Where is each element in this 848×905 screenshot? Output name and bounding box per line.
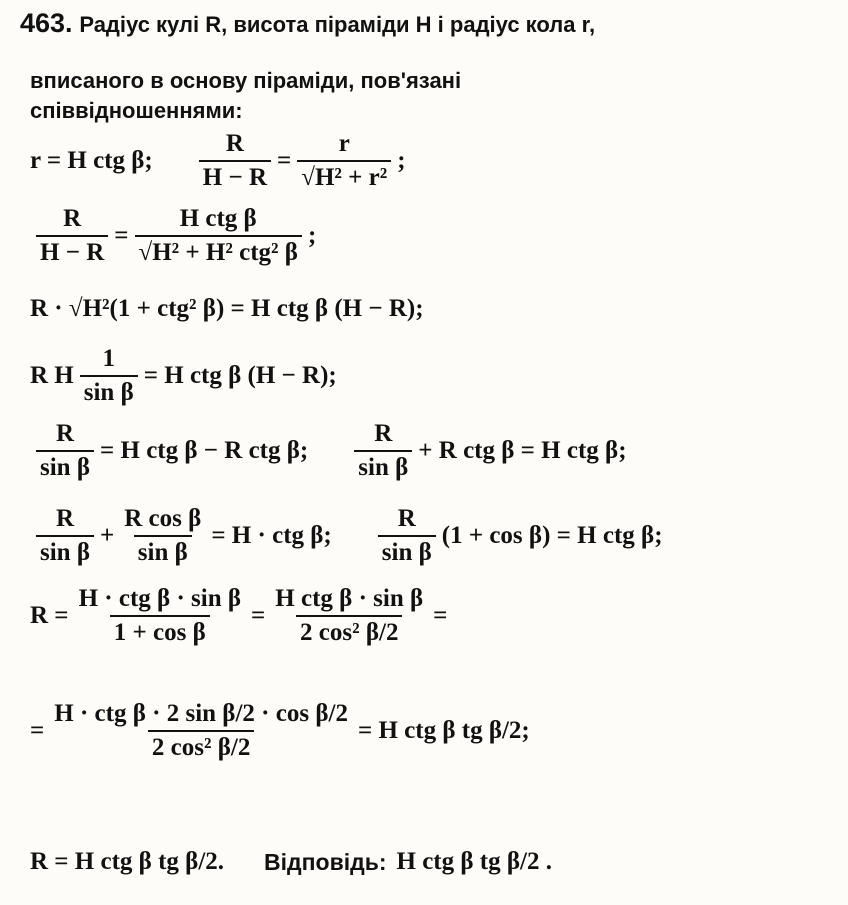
problem-header [20,8,595,39]
formula-line-7: R = $\frac{\text{H · ctg β · sin β}}{\text{1 + cos β}}$ = $\frac{\text{H ctg β · sin β}}{\text{2 cos² β/2}}$ = [30,585,448,646]
formula-line-5: $\frac{R}{\text{sin β}}$ = H ctg β − R ctg β; $\frac{R}{\text{sin β}}$ + R ctg β = H ctg β; [30,420,627,482]
final-result: R = H ctg β tg β/2. [30,848,225,875]
formula-line-2: $\frac{R}{H - R}$ = $\frac{\text{H ctg β}}{\text{√H² + H² ctg² β}}$ ; [30,205,316,267]
f1-a: r = H ctg β; [30,147,153,174]
formula-line-6: $\frac{R}{\text{sin β}}$ + $\frac{\text{R cos β}}{\text{sin β}}$ = H · ctg β; $\frac{R}{\text{sin β}}$ (1 + cos β) = H ctg β; [30,505,663,567]
answer-label: Відповідь: [264,848,387,875]
f1-frac-b: $\frac{R}{H - R}$ [199,130,271,192]
statement-line-3: співвідношеннями: [30,98,243,123]
answer: H ctg β tg β/2 . [396,848,552,875]
problem-number: 463. [20,8,73,38]
formula-line-3: R · √H²(1 + ctg² β) = H ctg β (H − R); [30,295,424,322]
statement-line-2: вписаного в основу піраміди, пов'язані [30,68,462,93]
f1-frac-c: $\frac{r}{\text{√H² + r²}}$ [297,130,391,192]
formula-line-1: r = H ctg β; $\frac{R}{H - R}$ = $\frac{r}{\text{√H² + r²}}$ ; [30,130,406,191]
formula-line-4: R H $\frac{1}{\text{sin β}}$ = H ctg β (H − R); [30,345,337,406]
formula-line-8: = $\frac{\text{H · ctg β · 2 sin β/2 · cos β/2}}{\text{2 cos² β/2}}$ = H ctg β tg β/2; [30,700,530,761]
formula-line-9 [30,848,552,876]
statement-line-1: Радіус кулі R, висота піраміди H і радіус кола r, [79,12,596,37]
